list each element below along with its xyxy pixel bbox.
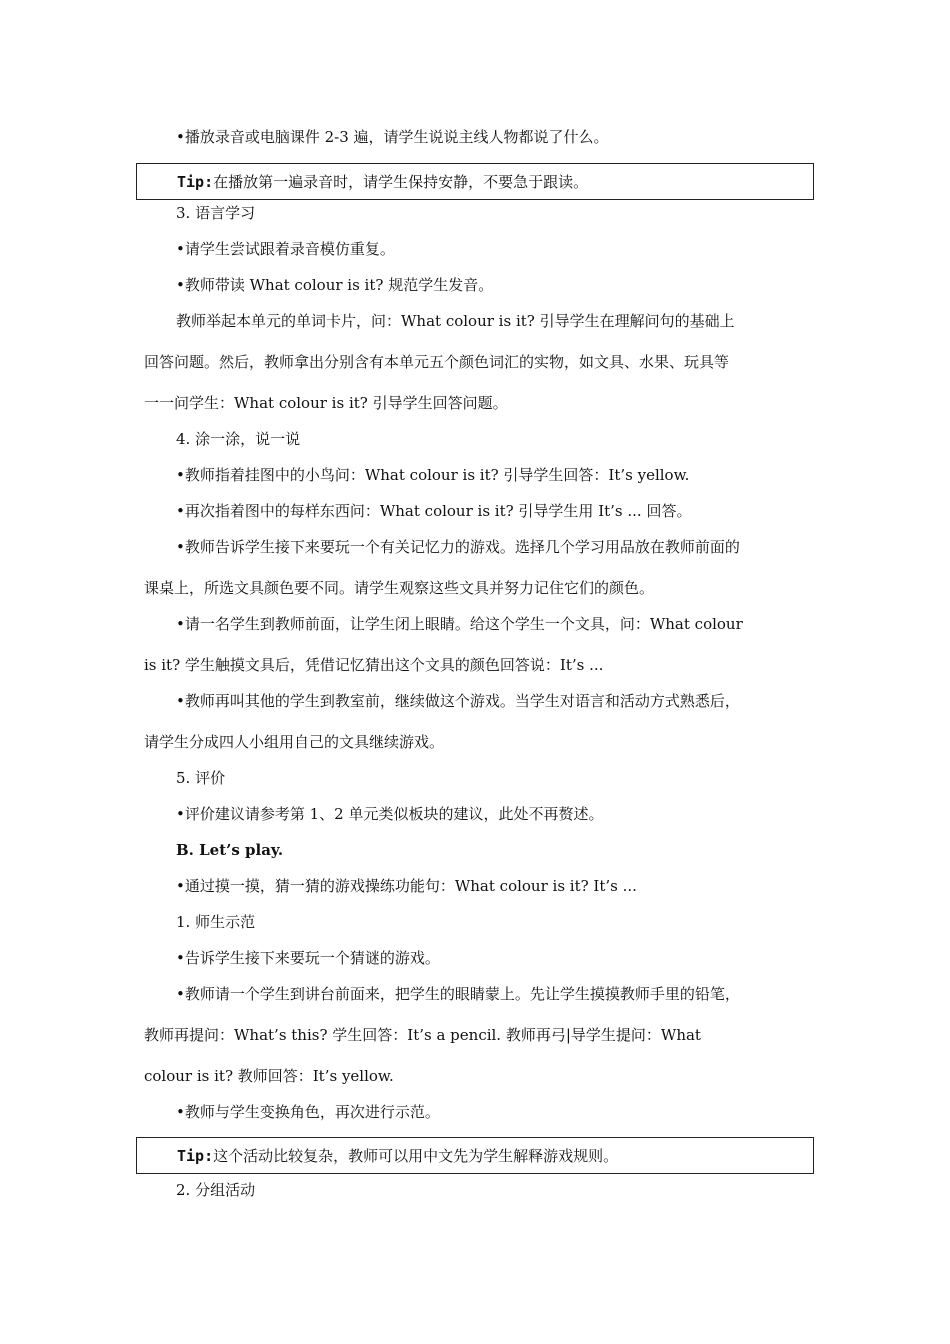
- bullet-evaluation: •评价建议请参考第 1、2 单元类似板块的建议，此处不再赘述。: [176, 805, 604, 823]
- section-heading-demo: 1. 师生示范: [176, 913, 256, 931]
- bullet-each-thing: •再次指着图中的每样东西问：What colour is it? 引导学生用 It’s ... 回答。: [176, 502, 692, 520]
- paragraph-line: 教师再提问：What’s this? 学生回答：It’s a pencil. 教师再弓|导学生提问：What: [144, 1026, 701, 1044]
- paragraph-line: •请一名学生到教师前面，让学生闭上眼睛。给这个学生一个文具，问：What colour: [176, 615, 743, 633]
- tip-text: 这个活动比较复杂，教师可以用中文先为学生解释游戏规则。: [213, 1147, 619, 1165]
- tip-box-1: [136, 163, 814, 200]
- section-heading-group-activity: 2. 分组活动: [176, 1181, 256, 1199]
- tip-1: [177, 172, 588, 192]
- bullet-guess-game: •告诉学生接下来要玩一个猜谜的游戏。: [176, 949, 440, 967]
- paragraph-line: 回答问题。然后，教师拿出分别含有本单元五个颜色词汇的实物，如文具、水果、玩具等: [144, 353, 730, 371]
- bullet-imitate: •请学生尝试跟着录音模仿重复。: [176, 240, 395, 258]
- section-heading-evaluation: 5. 评价: [176, 769, 226, 787]
- tip-box-2: [136, 1137, 814, 1174]
- section-heading-color-say: 4. 涂一涂，说一说: [176, 430, 301, 448]
- bullet-touch-guess: •通过摸一摸，猜一猜的游戏操练功能句：What colour is it? It’s ...: [176, 877, 637, 895]
- paragraph-line: colour is it? 教师回答：It’s yellow.: [144, 1067, 394, 1085]
- paragraph-line: is it? 学生触摸文具后，凭借记忆猜出这个文具的颜色回答说：It’s ...: [144, 656, 604, 674]
- paragraph-line: 请学生分成四人小组用自己的文具继续游戏。: [144, 733, 445, 751]
- bullet-switch-roles: •教师与学生变换角色，再次进行示范。: [176, 1103, 440, 1121]
- section-heading-lets-play: B. Let’s play.: [176, 841, 284, 859]
- tip-label: Tip:: [177, 1147, 214, 1165]
- tip-2: [177, 1146, 618, 1166]
- section-heading-language-learning: 3. 语言学习: [176, 204, 256, 222]
- paragraph-line: •教师请一个学生到讲台前面来，把学生的眼睛蒙上。先让学生摸摸教师手里的铅笔，: [176, 985, 740, 1003]
- paragraph-line: 一一问学生：What colour is it? 引导学生回答问题。: [144, 394, 508, 412]
- paragraph-line: •教师告诉学生接下来要玩一个有关记忆力的游戏。选择几个学习用品放在教师前面的: [176, 538, 740, 556]
- bullet-play-recording: •播放录音或电脑课件 2-3 遍，请学生说说主线人物都说了什么。: [176, 128, 609, 146]
- paragraph-line: 课桌上，所选文具颜色要不同。请学生观察这些文具并努力记住它们的颜色。: [144, 579, 655, 597]
- bullet-teacher-read: •教师带读 What colour is it? 规范学生发音。: [176, 276, 494, 294]
- tip-text: 在播放第一遍录音时，请学生保持安静，不要急于跟读。: [213, 173, 589, 191]
- bullet-bird: •教师指着挂图中的小鸟问：What colour is it? 引导学生回答：It’s yellow.: [176, 466, 690, 484]
- paragraph-line: •教师再叫其他的学生到教室前，继续做这个游戏。当学生对语言和活动方式熟悉后，: [176, 692, 740, 710]
- tip-label: Tip:: [177, 173, 214, 191]
- paragraph-line: 教师举起本单元的单词卡片，问：What colour is it? 引导学生在理解问句的基础上: [176, 312, 735, 330]
